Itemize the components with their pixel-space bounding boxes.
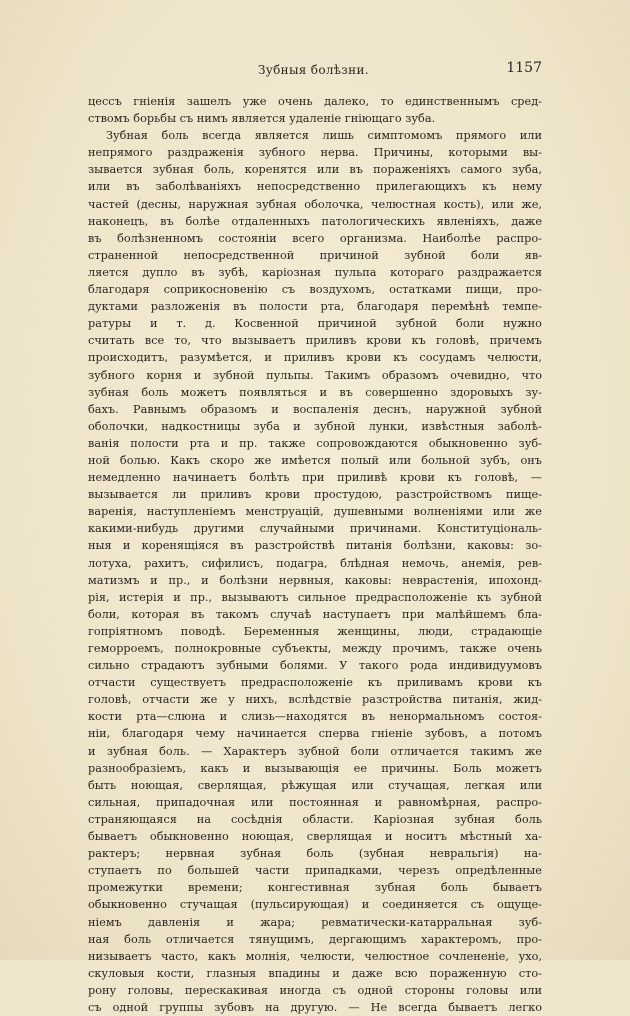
text-line: матизмъ и пр., и болѣзни нервныя, каковы: неврастенія, ипохонд- (88, 573, 542, 587)
text-line: бываетъ обыкновенно ноющая, сверлящая и носитъ мѣстный ха- (88, 830, 542, 844)
text-line: рону головы, перескакивая иногда съ одной стороны головы или (88, 983, 542, 997)
text-line: считать все то, что вызываетъ приливъ крови къ головѣ, причемъ (88, 334, 542, 348)
text-line: сильная, припадочная или постоянная и равномѣрная, распро- (88, 795, 542, 809)
text-line: дуктами разложенія въ полости рта, благодаря перемѣнѣ темпе- (88, 300, 542, 314)
text-line: ступаетъ по большей части припадками, черезъ опредѣленные (88, 864, 542, 878)
page-number: 1157 (506, 60, 542, 76)
text-line: головѣ, отчасти же у нихъ, вслѣдствіе разстройства питанія, жид- (88, 693, 542, 707)
text-line: съ одной группы зубовъ на другую. — Не всегда бываетъ легко (88, 1000, 542, 1014)
text-line: ныя и коренящіяся въ разстройствѣ питанія болѣзни, каковы: зо- (88, 539, 542, 553)
text-line: зубного корня и зубной пульпы. Такимъ образомъ очевидно, что (88, 368, 542, 382)
text-line: происходитъ, разумѣется, и приливъ крови къ сосудамъ челюсти, (88, 351, 542, 365)
text-line: страненной непосредственной причиной зубной боли яв- (88, 248, 542, 262)
text-line: наконецъ, въ болѣе отдаленныхъ патологическихъ явленіяхъ, даже (88, 214, 542, 228)
text-line: ляется дупло въ зубѣ, каріозная пульпа котораго раздражается (88, 265, 542, 279)
text-line: рія, истерія и пр., вызываютъ сильное предрасположеніе къ зубной (88, 590, 542, 604)
text-line: ніемъ давленія и жара; ревматически-катарральная зуб- (88, 915, 542, 929)
text-line: ніи, благодаря чему начинается сперва гніеніе зубовъ, а потомъ (88, 727, 542, 741)
text-line: или въ заболѣваніяхъ непосредственно прилегающихъ къ нему (88, 180, 542, 194)
text-line: низываетъ часто, какъ молнія, челюсти, челюстное сочлененіе, ухо, (88, 949, 542, 963)
text-line: промежутки времени; конгестивная зубная боль бываетъ (88, 881, 542, 895)
text-line: оболочки, надкостницы зуба и зубной лунки, извѣстныя заболѣ- (88, 419, 542, 433)
running-title: Зубныя болѣзни. (258, 63, 369, 77)
text-line: ной болью. Какъ скоро же имѣется полый или больной зубъ, онъ (88, 453, 542, 467)
text-line: немедленно начинаетъ болѣть при приливѣ крови къ головѣ, — (88, 471, 542, 485)
text-line: Зубная боль всегда является лишь симптомомъ прямого или (106, 129, 542, 143)
body-text (88, 93, 542, 1016)
text-line: ная боль отличается тянущимъ, дергающимъ характеромъ, про- (88, 932, 542, 946)
text-line: лотуха, рахитъ, сифилисъ, подагра, блѣдная немочь, анемія, рев- (88, 556, 542, 570)
text-line: ратуры и т. д. Косвенной причиной зубной боли нужно (88, 317, 542, 331)
text-line: варенія, наступленіемъ менструацій, душевными волненіями или же (88, 505, 542, 519)
text-line: ствомъ борьбы съ нимъ является удаленіе гніющаго зуба. (88, 112, 436, 126)
text-line: рактеръ; нервная зубная боль (зубная невральгія) на- (88, 847, 542, 861)
text-line: какими-нибудь другими случайными причинами. Конституціональ- (88, 522, 542, 536)
text-line: отчасти существуетъ предрасположеніе къ приливамъ крови къ (88, 676, 542, 690)
text-line: цессъ гніенія зашелъ уже очень далеко, то единственнымъ сред- (88, 95, 542, 108)
text-line: страняющаяся на сосѣднія области. Каріозная зубная боль (88, 812, 542, 826)
text-line: ванія полости рта и пр. также сопровождаются обыкновенно зуб- (88, 436, 542, 450)
text-line: боли, которая въ такомъ случаѣ наступаетъ при малѣйшемъ бла- (88, 607, 542, 621)
text-line: геморроемъ, полнокровные субъекты, между прочимъ, также очень (88, 642, 542, 655)
text-line: зубная боль можетъ появляться и въ совершенно здоровыхъ зу- (88, 385, 542, 399)
text-line: кости рта—слюна и слизь—находятся въ ненормальномъ состоя- (88, 710, 542, 724)
text-line: гопріятномъ поводѣ. Беременныя женщины, люди, страдающіе (88, 624, 542, 638)
text-line: скуловыя кости, глазныя впадины и даже всю пораженную сто- (88, 966, 542, 980)
text-line: вызывается ли приливъ крови простудою, разстройствомъ пище- (88, 488, 542, 502)
text-line: зывается зубная боль, коренятся или въ пораженіяхъ самого зуба, (88, 163, 542, 177)
text-line: бахъ. Равнымъ образомъ и воспаленія деснъ, наружной зубной (88, 402, 542, 416)
text-line: непрямого раздраженія зубного нерва. Причины, которыми вы- (88, 146, 542, 160)
text-line: обыкновенно стучащая (пульсирующая) и соединяется съ ощуще- (88, 898, 542, 912)
text-line: благодаря соприкосновенію съ воздухомъ, остатками пищи, про- (88, 283, 542, 297)
text-line: и зубная боль. — Характеръ зубной боли отличается такимъ же (88, 744, 542, 758)
page-header (88, 60, 542, 82)
text-line: быть ноющая, сверлящая, рѣжущая или стучащая, легкая или (88, 778, 542, 792)
text-line: частей (десны, наружная зубная оболочка, челюстная кость), или же, (88, 197, 542, 211)
text-line: въ болѣзненномъ состояніи всего организма. Наиболѣе распро- (88, 231, 542, 245)
text-line: сильно страдаютъ зубными болями. У такого рода индивидуумовъ (88, 659, 542, 673)
text-line: разнообразіемъ, какъ и вызывающія ее причины. Боль можетъ (88, 761, 542, 775)
